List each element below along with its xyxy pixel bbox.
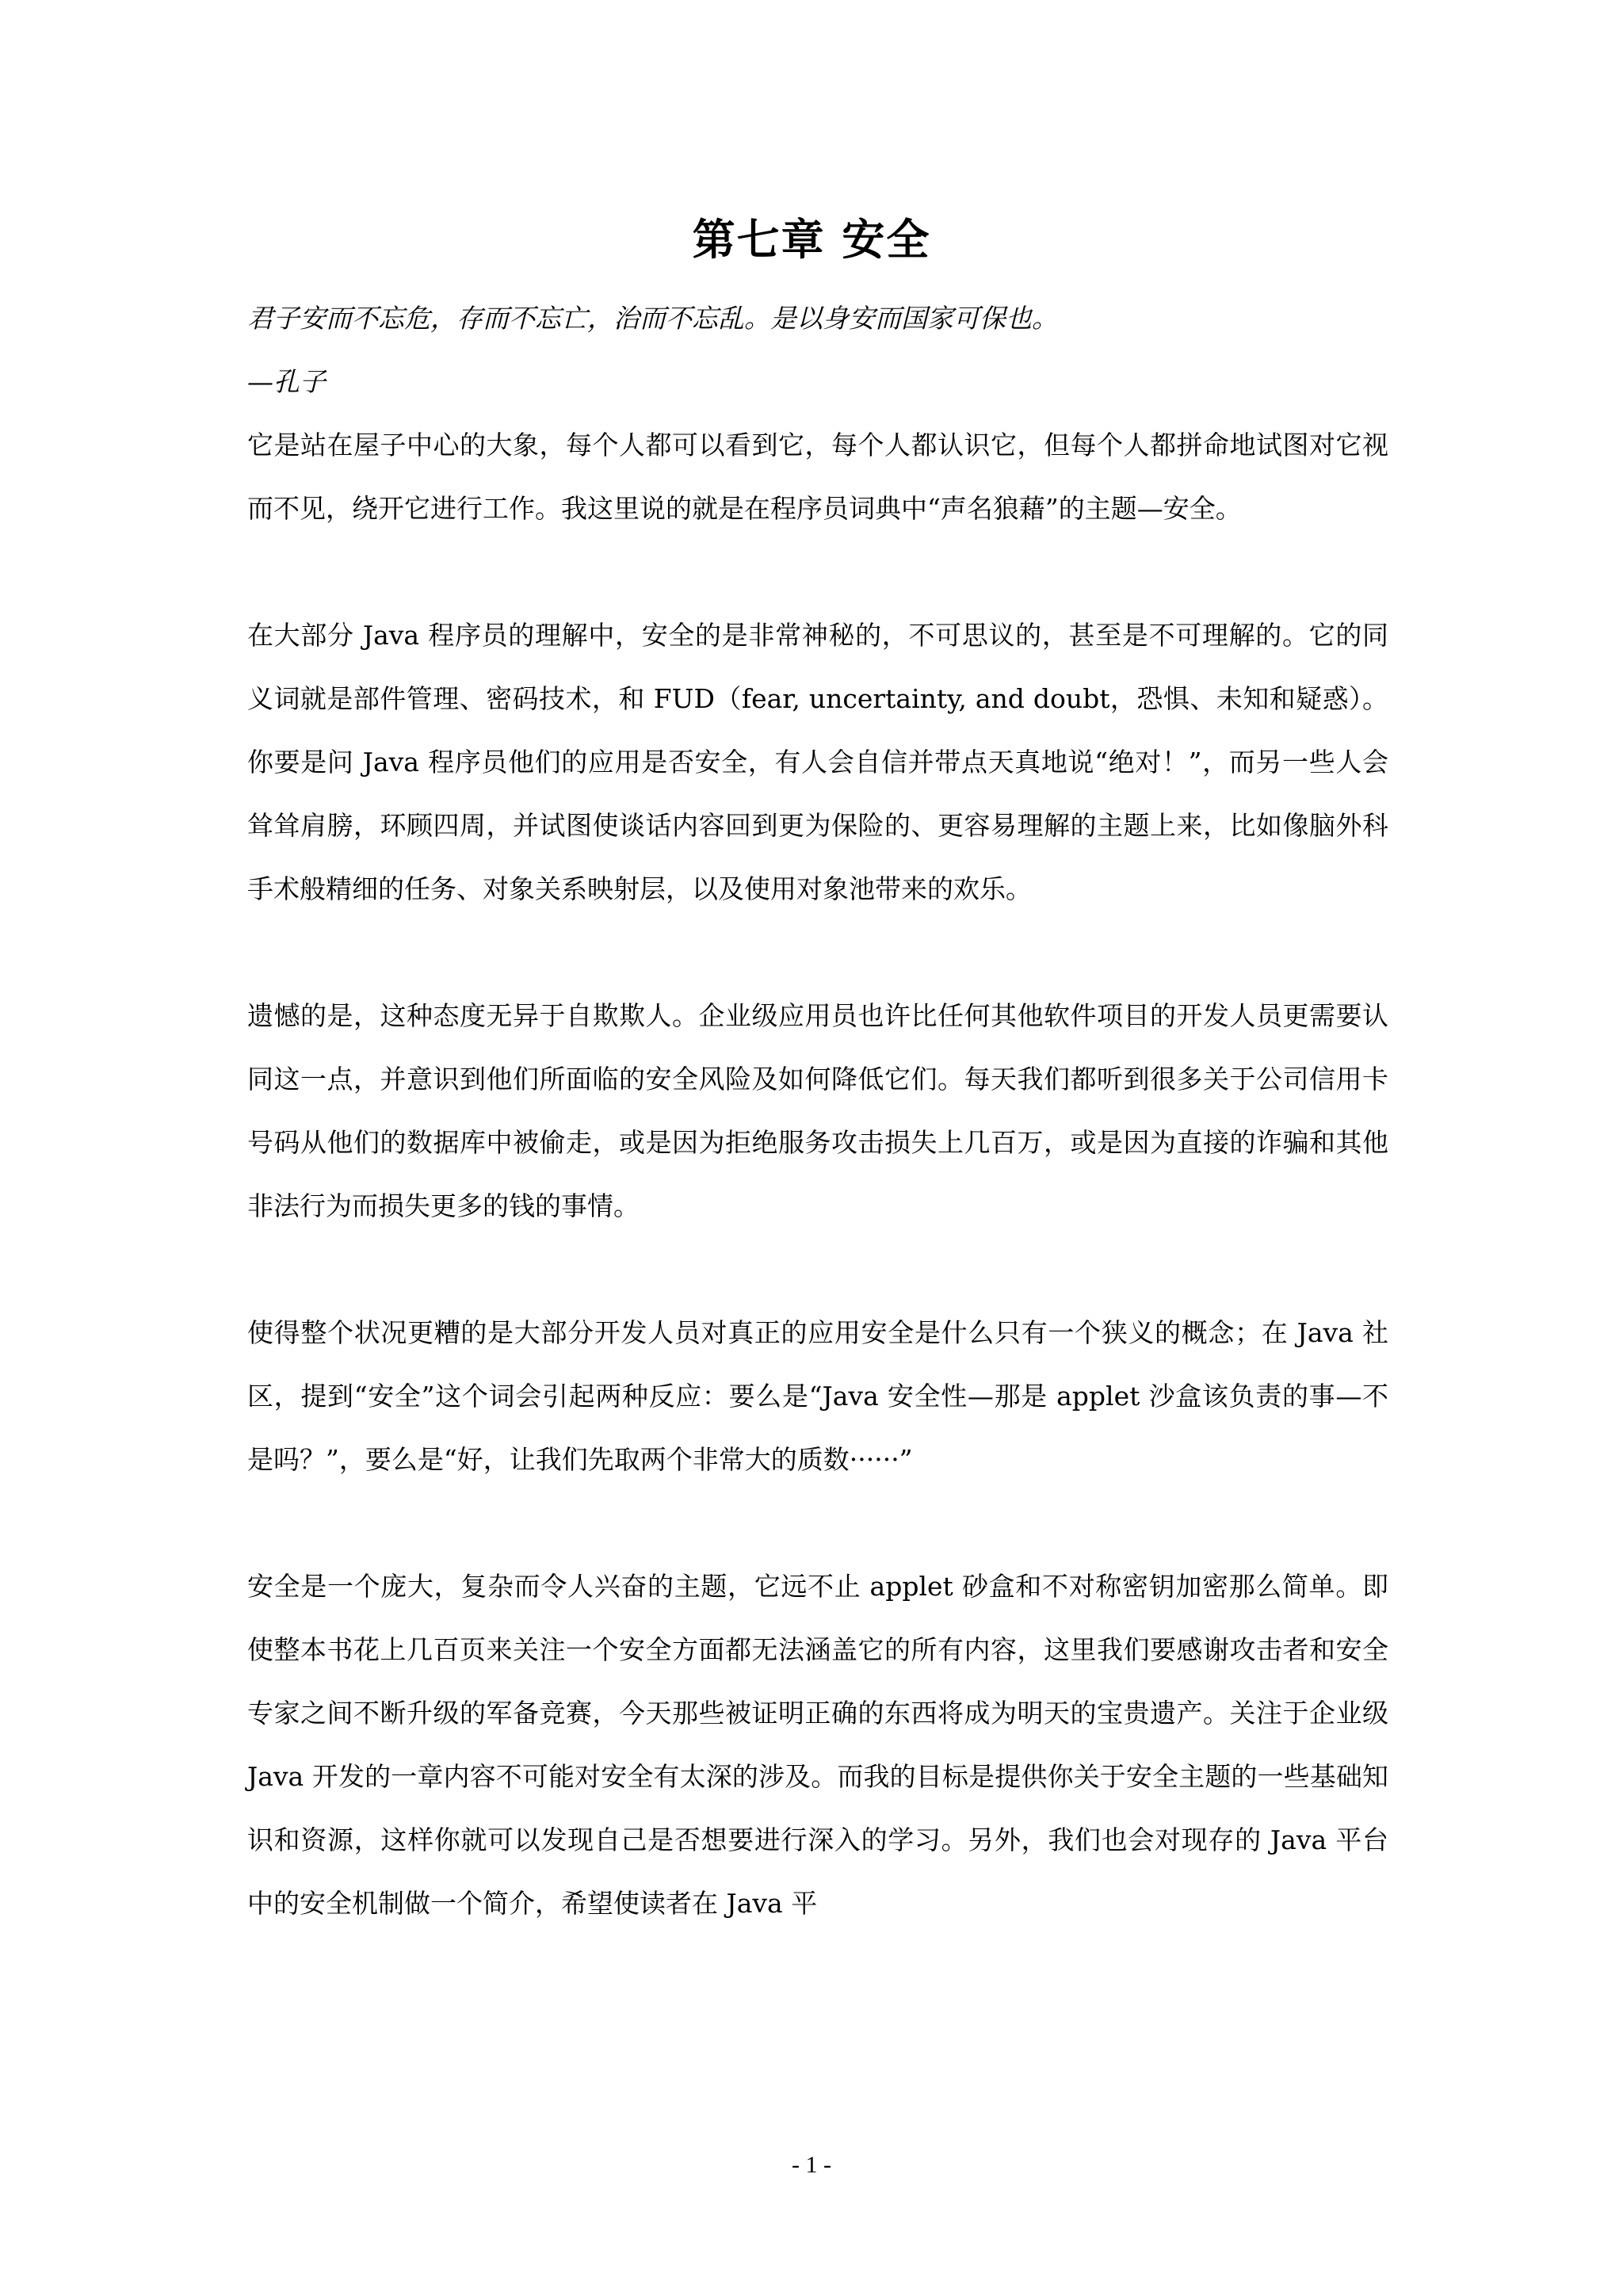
paragraph-java-security-perception: 在大部分 Java 程序员的理解中，安全的是非常神秘的，不可思议的，甚至是不可理解的。它的同义词就是部件管理、密码技术，和 FUD（fear, uncertainty, and doubt，恐惧、未知和疑惑）。你要是问 Java 程序员他们的应用是否安全，有人会自信并带点天真地说“绝对！”，而另一些人会耸耸肩膀，环顾四周，并试图使谈话内容回到更为保险的、更容易理解的主题上来，比如像脑外科手术般精细的任务、对象关系映射层，以及使用对象池带来的欢乐。 [247, 620, 1388, 904]
paragraph-elephant: 它是站在屋子中心的大象，每个人都可以看到它，每个人都认识它，但每个人都拼命地试图对它视而不见，绕开它进行工作。我这里说的就是在程序员词典中“声名狼藉”的主题—安全。 [247, 430, 1388, 524]
epigraph-attribution: —孔子 [247, 366, 326, 397]
paragraph-narrow-concept: 使得整个状况更糟的是大部分开发人员对真正的应用安全是什么只有一个狭义的概念；在 Java 社区，提到“安全”这个词会引起两种反应：要么是“Java 安全性—那是 applet 沙盒该负责的事—不是吗？”，要么是“好，让我们先取两个非常大的质数······” [247, 1317, 1388, 1475]
paragraph-security-topic-scope: 安全是一个庞大，复杂而令人兴奋的主题，它远不止 applet 砂盒和不对称密钥加密那么简单。即使整本书花上几百页来关注一个安全方面都无法涵盖它的所有内容，这里我们要感谢攻击者和安全专家之间不断升级的军备竞赛，今天那些被证明正确的东西将成为明天的宝贵遗产。关注于企业级 Java 开发的一章内容不可能对安全有太深的涉及。而我的目标是提供你关于安全主题的一些基础知识和资源，这样你就可以发现自己是否想要进行深入的学习。另外，我们也会对现存的 Java 平台中的安全机制做一个简介，希望使读者在 Java 平 [247, 1571, 1388, 1919]
chapter-title: 第七章 安全 [692, 214, 931, 265]
paragraph-enterprise-risk: 遗憾的是，这种态度无异于自欺欺人。企业级应用员也许比任何其他软件项目的开发人员更需要认同这一点，并意识到他们所面临的安全风险及如何降低它们。每天我们都听到很多关于公司信用卡号码从他们的数据库中被偷走，或是因为拒绝服务攻击损失上几百万，或是因为直接的诈骗和其他非法行为而损失更多的钱的事情。 [247, 1000, 1388, 1221]
page-number: - 1 - [792, 2152, 831, 2178]
epigraph-quote: 君子安而不忘危，存而不忘亡，治而不忘乱。是以身安而国家可保也。 [247, 303, 1058, 334]
chapter-body [247, 287, 1388, 1935]
